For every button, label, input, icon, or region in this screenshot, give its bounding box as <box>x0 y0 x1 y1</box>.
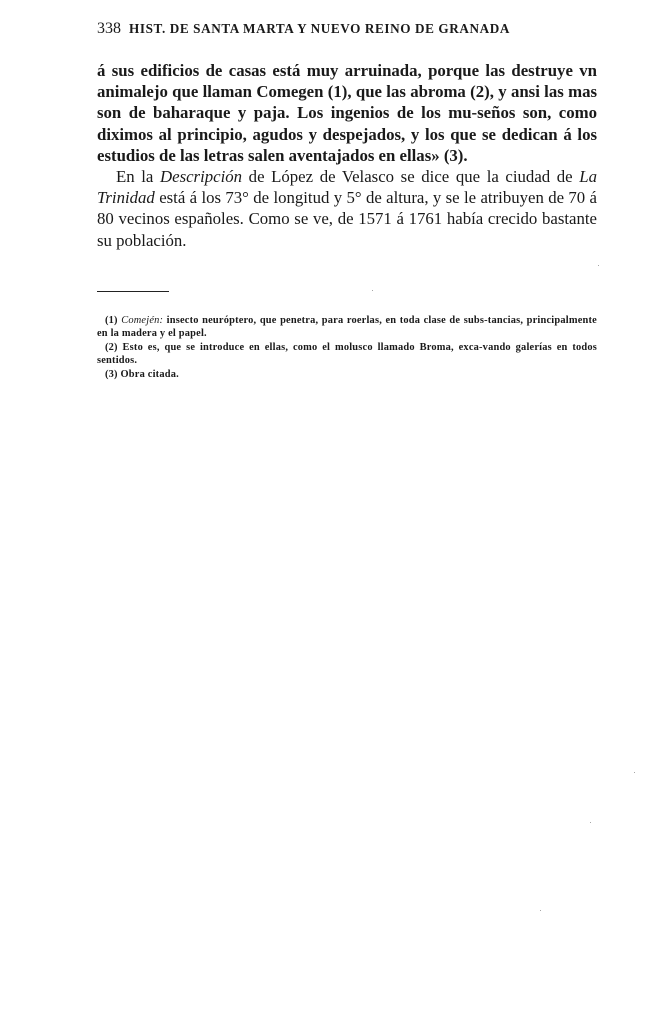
footnote-separator <box>97 291 169 292</box>
city-name-la-trinidad: La Trinidad <box>97 167 597 208</box>
body-text <box>97 60 597 251</box>
paper-speck <box>372 290 373 291</box>
paragraph-1 <box>97 60 597 166</box>
paragraph-2-text-1: En la <box>116 167 161 187</box>
paper-speck <box>540 910 541 911</box>
footnote-3-marker: (3) <box>105 368 118 380</box>
footnote-2-text: Esto es, que se introduce en ellas, como el molusco llamado Broma, exca-vando galerías en todos sentidos. <box>97 341 597 367</box>
work-title-descripcion: Descripción <box>160 167 243 187</box>
paper-speck <box>590 822 591 823</box>
paragraph-2 <box>97 166 597 251</box>
footnote-1-term: Comején: <box>121 315 164 326</box>
paragraph-1-text: á sus edificios de casas está muy arruinada, porque las destruye vn animalejo que llaman Comegen (1), que las abroma (2), y ansi las mas son de baharaque y paja. Los ingenios de los mu-seños son, como diximos al principio, agudos y despejados, y los que se dedican á los estudios de las letras salen aventajados en ellas» (3). <box>97 61 597 165</box>
footnote-1 <box>97 314 597 341</box>
footnote-2-marker: (2) <box>105 341 118 353</box>
footnote-3-text: Obra citada. <box>117 368 179 380</box>
paragraph-2-text-3: está á los 73° de longitud y 5° de altura, y se le atribuyen de 70 á 80 vecinos españoles. Como se ve, de 1571 á 1761 había crecido bastante su población. <box>97 188 597 250</box>
running-head <box>97 20 597 38</box>
footnote-3 <box>97 368 597 381</box>
paper-speck <box>634 772 635 773</box>
page-number: 338 <box>97 20 121 37</box>
footnote-1-text: insecto neuróptero, que penetra, para roerlas, en toda clase de subs-tancias, principalmente en la madera y el papel. <box>97 315 597 340</box>
paper-speck <box>598 265 599 266</box>
footnotes <box>97 314 597 381</box>
footnote-2 <box>97 341 597 368</box>
paragraph-2-text-2: de López de Velasco se dice que la ciudad de <box>242 167 580 187</box>
running-head-title: HIST. DE SANTA MARTA Y NUEVO REINO DE GRANADA <box>129 21 511 36</box>
footnote-1-marker: (1) <box>105 315 118 326</box>
